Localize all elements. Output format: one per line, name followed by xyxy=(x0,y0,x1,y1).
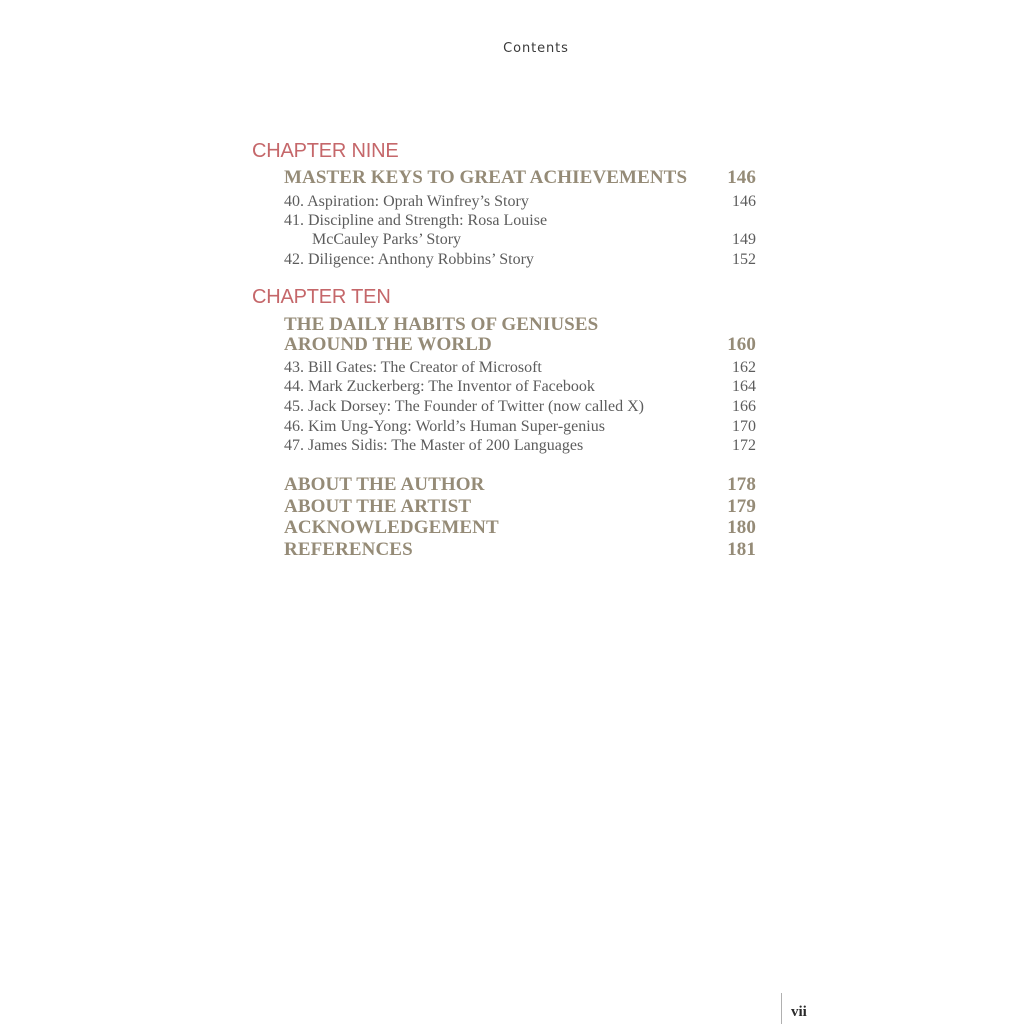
toc-heading-row xyxy=(284,334,756,356)
toc-entry-page: 166 xyxy=(732,398,756,415)
toc-entry-title: 43. Bill Gates: The Creator of Microsoft xyxy=(284,359,542,376)
toc-entry-title-line1: 41. Discipline and Strength: Rosa Louise xyxy=(284,212,548,229)
toc-entry-page: 172 xyxy=(732,437,756,454)
toc-heading-title-line2: AROUND THE WORLD xyxy=(284,334,492,355)
toc-entry-page: 152 xyxy=(732,251,756,268)
toc-entry xyxy=(284,437,756,455)
toc-back-matter-page: 179 xyxy=(727,496,756,517)
toc-entry-page: 170 xyxy=(732,418,756,435)
toc-entry-title: 45. Jack Dorsey: The Founder of Twitter (now called X) xyxy=(284,398,644,415)
toc-entry xyxy=(284,398,756,416)
toc-entry-title-line2: McCauley Parks’ Story xyxy=(312,231,462,248)
toc-heading-page: 160 xyxy=(727,334,756,355)
toc-entry xyxy=(284,251,756,269)
toc-entry-page: 162 xyxy=(732,359,756,376)
toc-back-matter-title: ACKNOWLEDGEMENT xyxy=(284,517,499,538)
toc-entry-page: 149 xyxy=(732,231,756,248)
toc-back-matter-row xyxy=(284,496,756,518)
toc-heading-row xyxy=(284,167,756,189)
toc-back-matter-row xyxy=(284,517,756,539)
toc-entry-title: 44. Mark Zuckerberg: The Inventor of Facebook xyxy=(284,378,595,395)
toc-back-matter-row xyxy=(284,539,756,561)
toc-back-matter-page: 180 xyxy=(727,517,756,538)
toc-entry-page: 146 xyxy=(732,193,756,210)
toc-entry xyxy=(284,193,756,211)
running-head: Contents xyxy=(503,41,569,56)
toc-heading-title: MASTER KEYS TO GREAT ACHIEVEMENTS xyxy=(284,167,688,188)
chapter-nine-label: CHAPTER NINE xyxy=(252,140,399,162)
toc-entry xyxy=(284,231,756,249)
toc-heading-title-line1: THE DAILY HABITS OF GENIUSES xyxy=(284,314,599,335)
toc-back-matter-title: REFERENCES xyxy=(284,539,413,560)
toc-heading-page: 146 xyxy=(727,167,756,188)
toc-entry xyxy=(284,359,756,377)
folio-divider xyxy=(781,993,782,1024)
toc-entry xyxy=(284,418,756,436)
chapter-ten-label: CHAPTER TEN xyxy=(252,286,391,308)
toc-back-matter-page: 181 xyxy=(727,539,756,560)
toc-back-matter-title: ABOUT THE ARTIST xyxy=(284,496,472,517)
toc-back-matter-row xyxy=(284,474,756,496)
toc-entry-title: 40. Aspiration: Oprah Winfrey’s Story xyxy=(284,193,529,210)
toc-entry-title: 42. Diligence: Anthony Robbins’ Story xyxy=(284,251,534,268)
toc-entry xyxy=(284,378,756,396)
toc-entry-title: 47. James Sidis: The Master of 200 Languages xyxy=(284,437,584,454)
page-number: vii xyxy=(791,1004,807,1020)
toc-back-matter-title: ABOUT THE AUTHOR xyxy=(284,474,485,495)
toc-entry-page: 164 xyxy=(732,378,756,395)
toc-back-matter-page: 178 xyxy=(727,474,756,495)
toc-entry-title: 46. Kim Ung-Yong: World’s Human Super-genius xyxy=(284,418,605,435)
